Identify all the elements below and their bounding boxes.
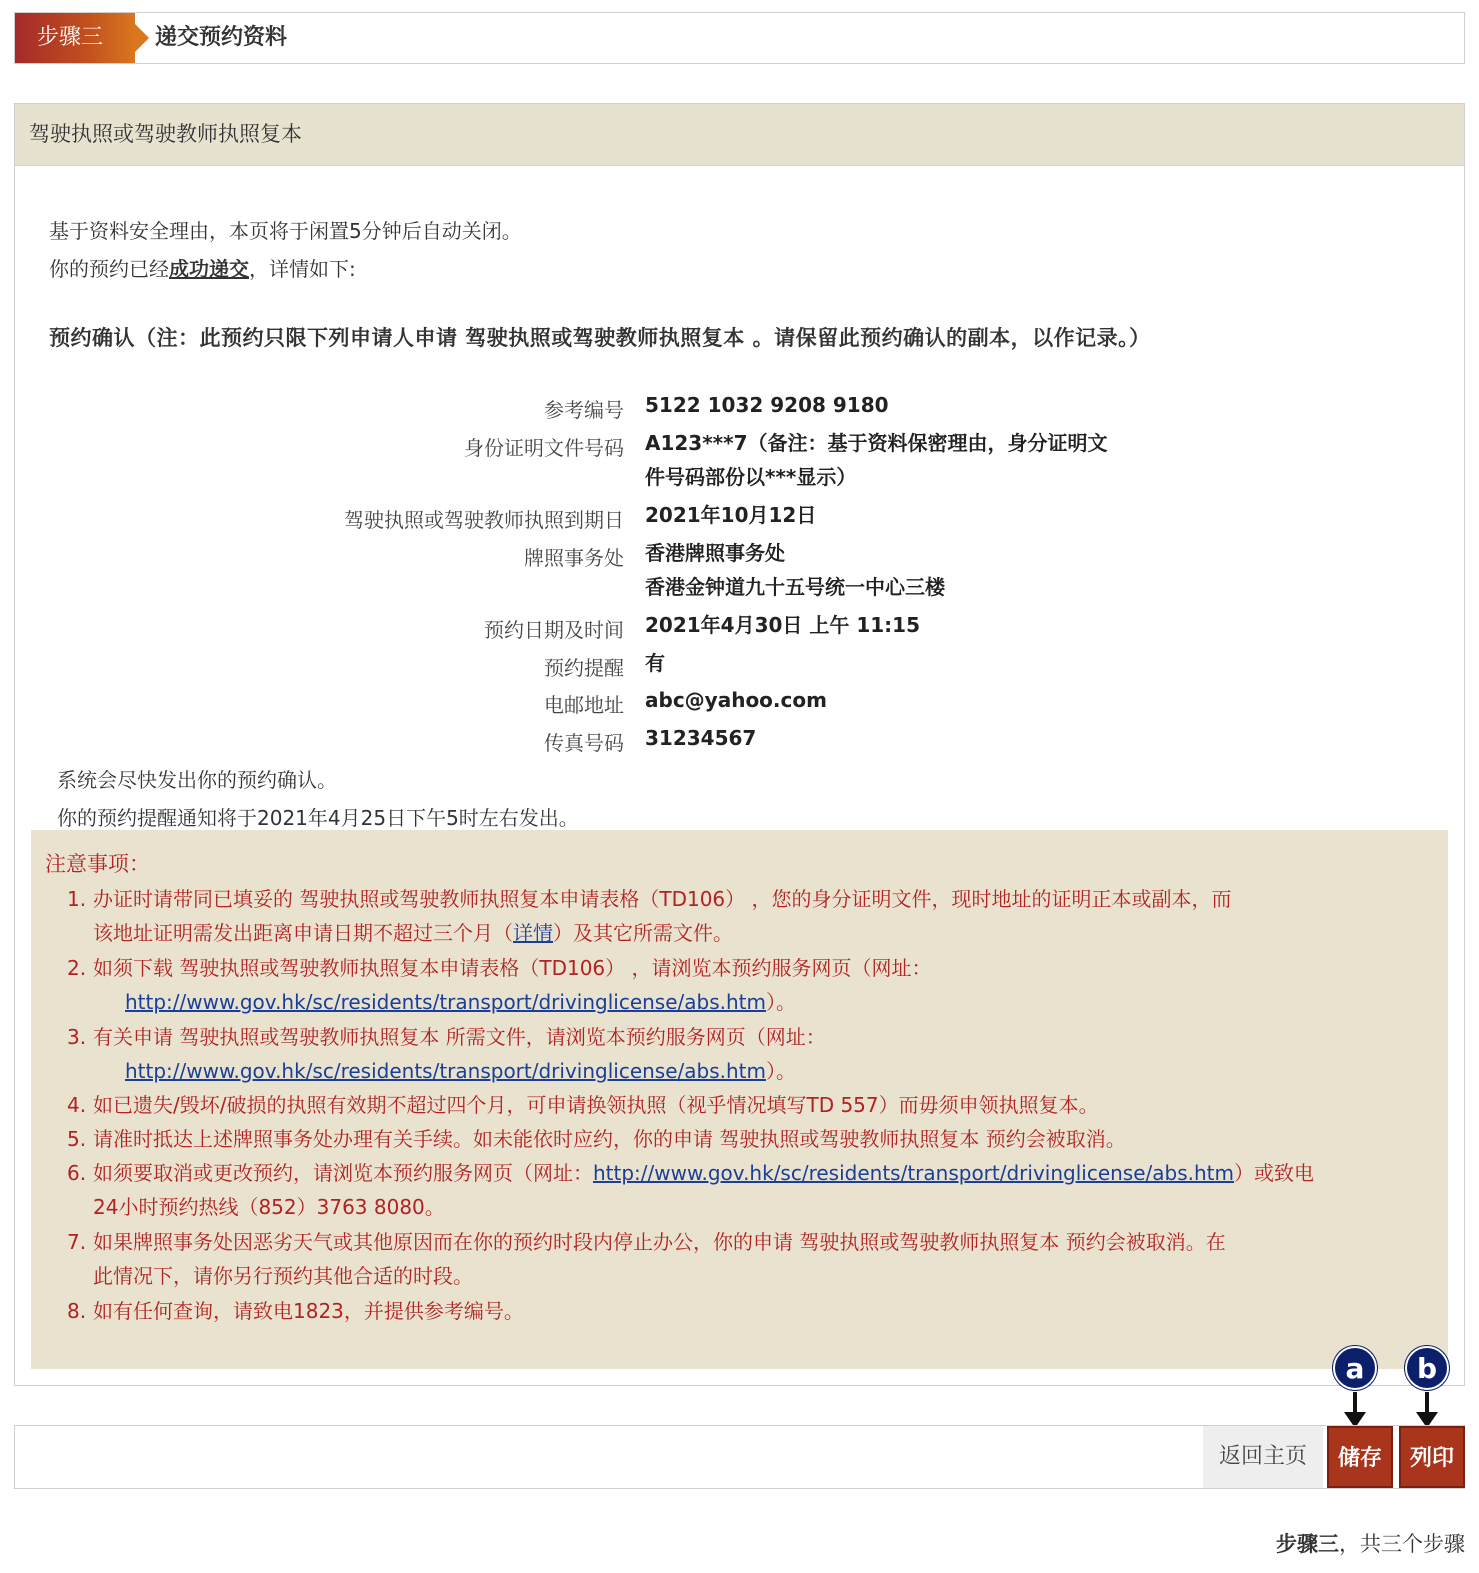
abs-link[interactable]: http://www.gov.hk/sc/residents/transport/drivinglicense/abs.htm bbox=[593, 1161, 1234, 1185]
arrow-down-icon bbox=[1425, 1392, 1429, 1414]
home-button[interactable]: 返回主页 bbox=[1203, 1426, 1323, 1488]
main-panel: 驾驶执照或驾驶教师执照复本 基于资料安全理由，本页将于闲置5分钟后自动关闭。 你的预约已经成功递交，详情如下: 预约确认（注：此预约只限下列申请人申请 驾驶执照或驾驶教师执照复本 。请保留此预约确认的副本，以作记录。） 参考编号 5122 1032 9208 9180 身份证明文件号码 A123***7（备注：基于资料保密理由，身分证明文 件号码部份以***显示） 驾驶执照或驾驶教师执照到期日 2021年10月12日 牌照事务处 香港牌照事务处 香港金钟道九十五号统一中心三楼 预约日期及时间 2021年4月30日 上午 11:15 预约提醒 有 电邮地址 abc@yahoo.com 传真号码 31234567 系统会尽快发出你的预约确认。 你的预约提醒通知将于2021年4月25日下午5时左右发出。 注意事项： 1. 办证时请带同已填妥的 驾驶执照或驾驶教师执照复本申请表格（TD106） ，您的身分证明文件，现时地址的证明正本或副本，而 该地址证明需发出距离申请日期不超过三个月（详情）及其它所需文件。 2. 如须下载 驾驶执照或驾驶教师执照复本申请表格（TD106） ，请浏览本预约服务网页（网址： http://www.gov.hk/sc/residents/transport/drivinglicense/abs.htm）。 3. 有关申请 驾驶执照或驾驶教师执照复本 所需文件，请浏览本预约服务网页（网址： http://www.gov.hk/sc/residents/transport/drivinglicense/abs.htm）。 4. 如已遗失/毁坏/破损的执照有效期不超过四个月，可申请换领执照（视乎情况填写TD 557）而毋须申领执照复本。 5. 请准时抵达上述牌照事务处办理有关手续。如未能依时应约，你的申请 驾驶执照或驾驶教师执照复本 预约会被取消。 6. 如须要取消或更改预约，请浏览本预约服务网页（网址：http://www.gov.hk/sc/residents/transport/drivinglicense/abs.htm）或致电 24小时预约热线（852）3763 8080。 7. 如果牌照事务处因恶劣天气或其他原因而在你的预约时段内停止办公，你的申请 驾驶执照或驾驶教师执照复本 预约会被取消。在 此情况下，请你另行预约其他合适的时段。 8. 如有任何查询，请致电1823，并提供参考编号。 bbox=[14, 103, 1465, 1386]
confirmation-title: 预约确认（注：此预约只限下列申请人申请 驾驶执照或驾驶教师执照复本 。请保留此预约确认的副本，以作记录。） bbox=[49, 326, 1151, 350]
note-item: 2. 如须下载 驾驶执照或驾驶教师执照复本申请表格（TD106） ，请浏览本预约服务网页（网址： http://www.gov.hk/sc/residents/transport/drivinglicense/abs.htm）。 bbox=[67, 956, 932, 1014]
step-counter: 步骤三，共三个步骤 bbox=[1276, 1532, 1465, 1556]
note-item: 6. 如须要取消或更改预约，请浏览本预约服务网页（网址：http://www.gov.hk/sc/residents/transport/drivinglicense/abs.htm）或致电 24小时预约热线（852）3763 8080。 bbox=[67, 1161, 1314, 1219]
success-text: 成功递交 bbox=[169, 257, 249, 281]
details-link[interactable]: 详情 bbox=[513, 921, 553, 945]
panel-header: 驾驶执照或驾驶教师执照复本 bbox=[15, 104, 1464, 166]
confirmation-send-note: 系统会尽快发出你的预约确认。 bbox=[57, 768, 337, 792]
notes-title: 注意事项： bbox=[45, 852, 150, 876]
note-item: 3. 有关申请 驾驶执照或驾驶教师执照复本 所需文件，请浏览本预约服务网页（网址： http://www.gov.hk/sc/residents/transport/drivinglicense/abs.htm）。 bbox=[67, 1025, 826, 1083]
abs-link[interactable]: http://www.gov.hk/sc/residents/transport/drivinglicense/abs.htm bbox=[125, 1059, 766, 1083]
note-item: 5. 请准时抵达上述牌照事务处办理有关手续。如未能依时应约，你的申请 驾驶执照或驾驶教师执照复本 预约会被取消。 bbox=[67, 1127, 1126, 1151]
step-header bbox=[14, 12, 1465, 64]
step-title: 递交预约资料 bbox=[155, 25, 288, 50]
save-button[interactable]: 储存 bbox=[1327, 1426, 1393, 1488]
annotation-marker-a: a bbox=[1333, 1346, 1377, 1390]
abs-link[interactable]: http://www.gov.hk/sc/residents/transport/drivinglicense/abs.htm bbox=[125, 990, 766, 1014]
note-item: 8. 如有任何查询，请致电1823，并提供参考编号。 bbox=[67, 1299, 524, 1323]
action-bar bbox=[14, 1425, 1465, 1489]
note-item: 4. 如已遗失/毁坏/破损的执照有效期不超过四个月，可申请换领执照（视乎情况填写TD 557）而毋须申领执照复本。 bbox=[67, 1093, 1099, 1117]
note-item: 7. 如果牌照事务处因恶劣天气或其他原因而在你的预约时段内停止办公，你的申请 驾驶执照或驾驶教师执照复本 预约会被取消。在 此情况下，请你另行预约其他合适的时段。 bbox=[67, 1230, 1226, 1288]
session-timeout-note: 基于资料安全理由，本页将于闲置5分钟后自动关闭。 bbox=[49, 219, 522, 243]
submission-status: 你的预约已经成功递交，详情如下: bbox=[49, 257, 356, 281]
arrow-down-icon bbox=[1353, 1392, 1357, 1414]
annotation-marker-b: b bbox=[1405, 1346, 1449, 1390]
print-button[interactable]: 列印 bbox=[1399, 1426, 1465, 1488]
step-badge: 步骤三 bbox=[15, 13, 135, 63]
notes-box bbox=[31, 830, 1448, 1369]
reminder-send-note: 你的预约提醒通知将于2021年4月25日下午5时左右发出。 bbox=[57, 806, 579, 830]
note-item: 1. 办证时请带同已填妥的 驾驶执照或驾驶教师执照复本申请表格（TD106） ，您的身分证明文件，现时地址的证明正本或副本，而 该地址证明需发出距离申请日期不超过三个月（详情）及其它所需文件。 bbox=[67, 887, 1232, 945]
intro-text bbox=[49, 212, 522, 288]
